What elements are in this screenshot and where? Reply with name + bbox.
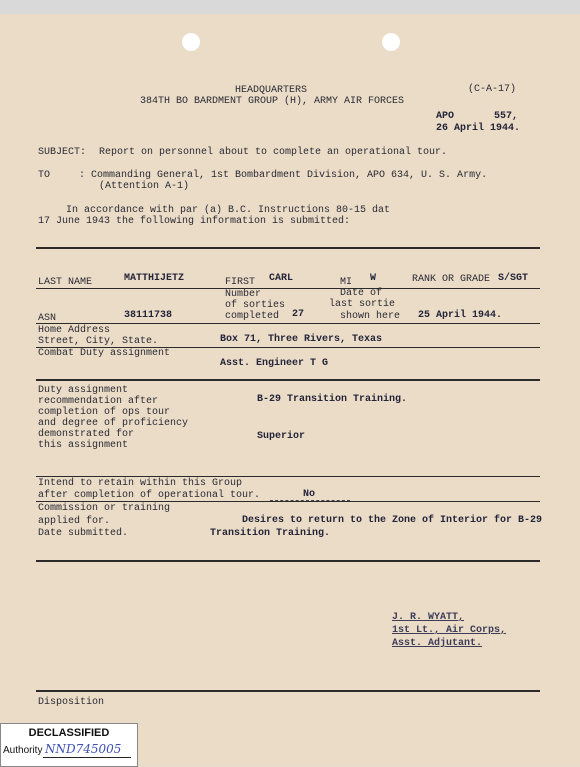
home-address-value: Box 71, Three Rivers, Texas <box>220 334 383 345</box>
stamp-authority-label: Authority <box>3 745 43 756</box>
sorties-label-2: of sorties <box>225 300 286 311</box>
rank-value: S/SGT <box>498 273 529 284</box>
last-sortie-label-3: shown here <box>340 311 401 322</box>
header-line2: 384TH BO BARDMENT GROUP (H), ARMY AIR FORCES <box>140 96 405 107</box>
combat-duty-label: Combat Duty assignment <box>38 348 171 359</box>
duty-label-5: demonstrated for <box>38 429 135 440</box>
mi-value: W <box>370 273 377 284</box>
scan-top-band <box>0 0 580 14</box>
divider <box>36 323 540 324</box>
punch-hole-right <box>382 33 400 51</box>
signature-title: Asst. Adjutant. <box>392 638 483 649</box>
divider <box>36 560 540 562</box>
stamp-heading: DECLASSIFIED <box>28 727 110 739</box>
sorties-label-1: Number <box>225 289 262 300</box>
first-name-label: FIRST <box>225 277 256 288</box>
disposition-label: Disposition <box>38 697 105 708</box>
stamp-underline <box>43 757 131 758</box>
intro-line2: 17 June 1943 the following information is submitted: <box>38 216 351 227</box>
home-address-label-2: Street, City, State. <box>38 336 159 347</box>
header-line1: HEADQUARTERS <box>235 85 308 96</box>
subject-text: Report on personnel about to complete an operational tour. <box>99 147 448 158</box>
duty-label-1: Duty assignment <box>38 385 129 396</box>
mi-label: MI <box>340 277 353 288</box>
commission-label-1: Commission or training <box>38 503 171 514</box>
apo-label: APO <box>436 111 455 122</box>
duty-label-6: this assignment <box>38 440 129 451</box>
duty-label-4: and degree of proficiency <box>38 418 189 429</box>
sorties-value: 27 <box>292 309 305 320</box>
divider <box>36 501 540 502</box>
retain-label-1: Intend to retain within this Group <box>38 478 243 489</box>
divider <box>36 379 540 381</box>
signature-rank: 1st Lt., Air Corps, <box>392 625 507 636</box>
asn-value: 38111738 <box>124 310 173 321</box>
declassified-stamp <box>0 723 138 767</box>
last-sortie-value: 25 April 1944. <box>418 310 503 321</box>
to-line2: (Attention A-1) <box>99 181 190 192</box>
retain-label-2: after completion of operational tour. <box>38 490 261 501</box>
last-name-value: MATTHIJETZ <box>124 273 185 284</box>
signature-name: J. R. WYATT, <box>392 612 465 623</box>
first-name-value: CARL <box>269 273 294 284</box>
duty-label-3: completion of ops tour <box>38 407 171 418</box>
intro-line1: In accordance with par (a) B.C. Instructions 80-15 dat <box>66 205 391 216</box>
punch-hole-left <box>182 33 200 51</box>
stamp-authority-value: NND745005 <box>45 742 122 756</box>
retain-value: No <box>303 489 316 500</box>
commission-value-line1: Desires to return to the Zone of Interior for B-29 <box>242 515 543 526</box>
divider <box>36 690 540 692</box>
last-sortie-label-1: Date of <box>340 288 383 299</box>
duty-recommendation-value: B-29 Transition Training. <box>257 394 408 405</box>
rank-label: RANK OR GRADE <box>412 274 491 285</box>
to-line1: : Commanding General, 1st Bombardment Division, APO 634, U. S. Army. <box>79 170 488 181</box>
last-name-label: LAST NAME <box>38 277 93 288</box>
divider <box>36 288 540 289</box>
commission-label-3: Date submitted. <box>38 528 129 539</box>
commission-value-line2: Transition Training. <box>210 528 331 539</box>
proficiency-value: Superior <box>257 431 306 442</box>
divider <box>36 247 540 249</box>
to-label: TO <box>38 170 51 181</box>
divider <box>36 476 540 477</box>
sorties-label-3: completed <box>225 311 280 322</box>
asn-label: ASN <box>38 313 57 324</box>
form-code: (C-A-17) <box>468 84 517 95</box>
duty-label-2: recommendation after <box>38 396 159 407</box>
commission-label-2: applied for. <box>38 516 111 527</box>
combat-duty-value: Asst. Engineer T G <box>220 358 329 369</box>
home-address-label-1: Home Address <box>38 325 111 336</box>
document-date: 26 April 1944. <box>436 123 521 134</box>
apo-number: 557, <box>494 111 519 122</box>
last-sortie-label-2: last sortie <box>329 299 396 310</box>
subject-label: SUBJECT: <box>38 147 87 158</box>
